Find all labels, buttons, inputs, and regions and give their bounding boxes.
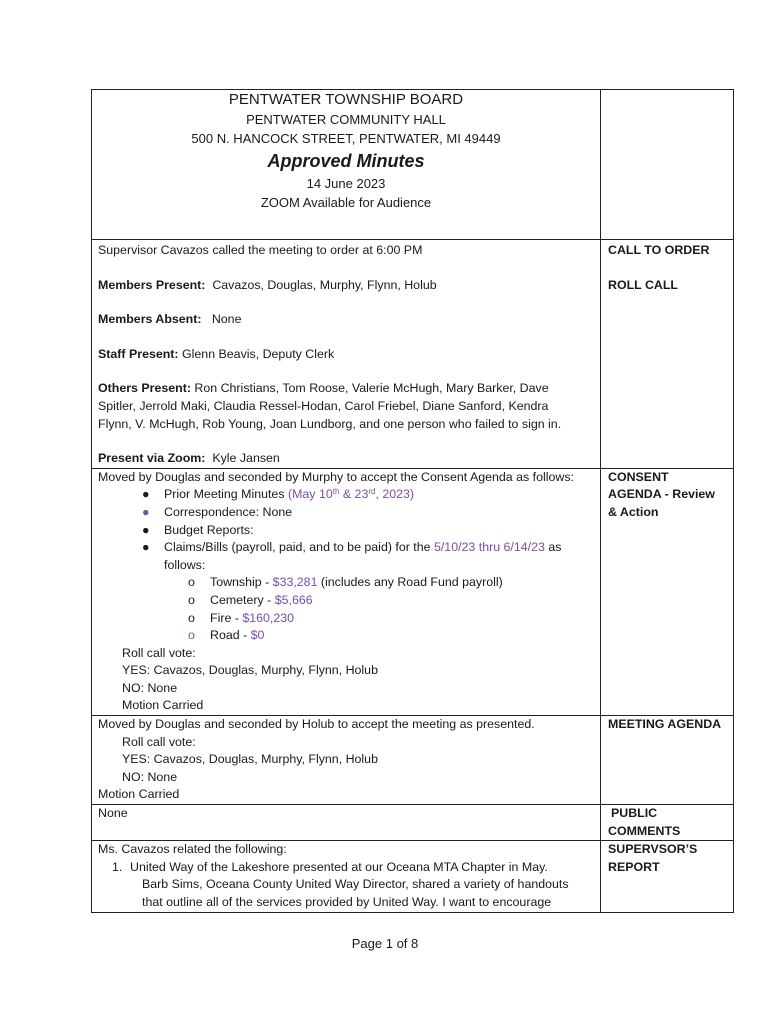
call-to-order-side [601,240,734,469]
list-item: ● Claims/Bills (payroll, paid, and to be paid) for the 5/10/23 thru 6/14/23 as [92,539,600,557]
public-comments-text: None [98,806,128,821]
call-to-order-text: Supervisor Cavazos called the meeting to order at 6:00 PM [98,243,423,257]
report-item: 1. United Way of the Lakeshore presented at our Oceana MTA Chapter in May. [112,859,548,874]
bullet-icon: ● [142,522,150,537]
header-cell [92,90,601,240]
report-item-line3: that outline all of the services provided by United Way. I want to encourage [142,895,552,909]
report-intro: Ms. Cavazos related the following: [98,842,287,857]
motion-result: Motion Carried [98,787,180,802]
consent-agenda-cell [92,468,601,715]
agenda-intro: Moved by Douglas and seconded by Holub to accept the meeting as presented. [98,717,535,732]
others-present-line3: Flynn, V. McHugh, Rob Young, Joan Lundborg, and one person who failed to sign in. [98,416,562,431]
roll-call-label: Roll call vote: [122,734,196,749]
bullet-icon: ● [142,487,150,502]
roll-call-label: Roll call vote: [122,645,196,660]
sub-list-item: o Road - $0 [92,627,600,645]
label-meeting-agenda: MEETING AGENDA [608,717,722,732]
zoom-note: ZOOM Available for Audience [260,195,432,210]
list-item: ● Correspondence: None [92,504,600,522]
supervisor-report-cell [92,841,601,912]
circle-bullet-icon: o [188,592,195,607]
list-item-continuation: follows: [164,557,206,572]
meeting-agenda-side [601,716,734,805]
label-consent-3: & Action [608,504,659,519]
hall-name: PENTWATER COMMUNITY HALL [246,112,446,127]
others-present-line2: Spitler, Jerrold Maki, Claudia Ressel-Hodan, Carol Friebel, Diane Sanford, Kendra [98,398,549,413]
sub-list-item: o Township - $33,281 (includes any Road Fund payroll) [92,574,600,592]
sub-list-item: o Fire - $160,230 [92,610,600,628]
present-via-zoom: Present via Zoom: Kyle Jansen [98,451,280,466]
label-call-to-order: CALL TO ORDER [608,243,710,257]
consent-agenda-side [601,468,734,715]
label-report: REPORT [608,859,660,874]
call-to-order-cell [92,240,601,469]
label-roll-call: ROLL CALL [608,277,678,292]
vote-yes: YES: Cavazos, Douglas, Murphy, Flynn, Holub [122,663,378,678]
label-consent: CONSENT [608,469,669,484]
vote-yes: YES: Cavazos, Douglas, Murphy, Flynn, Holub [122,752,378,767]
label-supervisors: SUPERVSOR’S [608,842,698,857]
public-comments-cell [92,805,601,841]
label-comments: COMMENTS [608,823,681,838]
page-number: Page 1 of 8 [351,936,419,951]
public-comments-side [601,805,734,841]
others-present: Others Present: Ron Christians, Tom Roose, Valerie McHugh, Mary Barker, Dave [98,381,549,396]
board-name: PENTWATER TOWNSHIP BOARD [228,91,464,108]
header-side-cell [601,90,734,240]
members-present: Members Present: Cavazos, Douglas, Murphy, Flynn, Holub [98,277,437,292]
staff-present: Staff Present: Glenn Beavis, Deputy Clerk [98,346,335,361]
sub-list-item: o Cemetery - $5,666 [92,592,600,610]
circle-bullet-icon: o [188,610,195,625]
list-item: ● Budget Reports: [92,522,600,540]
meeting-agenda-cell [92,716,601,805]
vote-no: NO: None [122,769,178,784]
label-public: PUBLIC [611,806,658,821]
minutes-table [91,89,734,913]
bullet-icon: ● [142,540,150,555]
members-absent: Members Absent: None [98,312,242,327]
circle-bullet-icon: o [188,575,195,590]
list-item: ● Prior Meeting Minutes (May 10th & 23rd, 2023) [92,486,600,504]
meeting-date: 14 June 2023 [306,176,386,191]
supervisor-report-side [601,841,734,912]
address: 500 N. HANCOCK STREET, PENTWATER, MI 49449 [191,131,501,146]
bullet-icon: ● [142,504,150,519]
motion-result: Motion Carried [122,698,204,713]
label-consent-2: AGENDA - Review [608,487,715,502]
vote-no: NO: None [122,680,178,695]
consent-intro: Moved by Douglas and seconded by Murphy to accept the Consent Agenda as follows: [98,469,574,484]
circle-bullet-icon: o [188,628,195,643]
document-title: Approved Minutes [267,151,425,171]
report-item-line2: Barb Sims, Oceana County United Way Director, shared a variety of handouts [142,877,569,892]
